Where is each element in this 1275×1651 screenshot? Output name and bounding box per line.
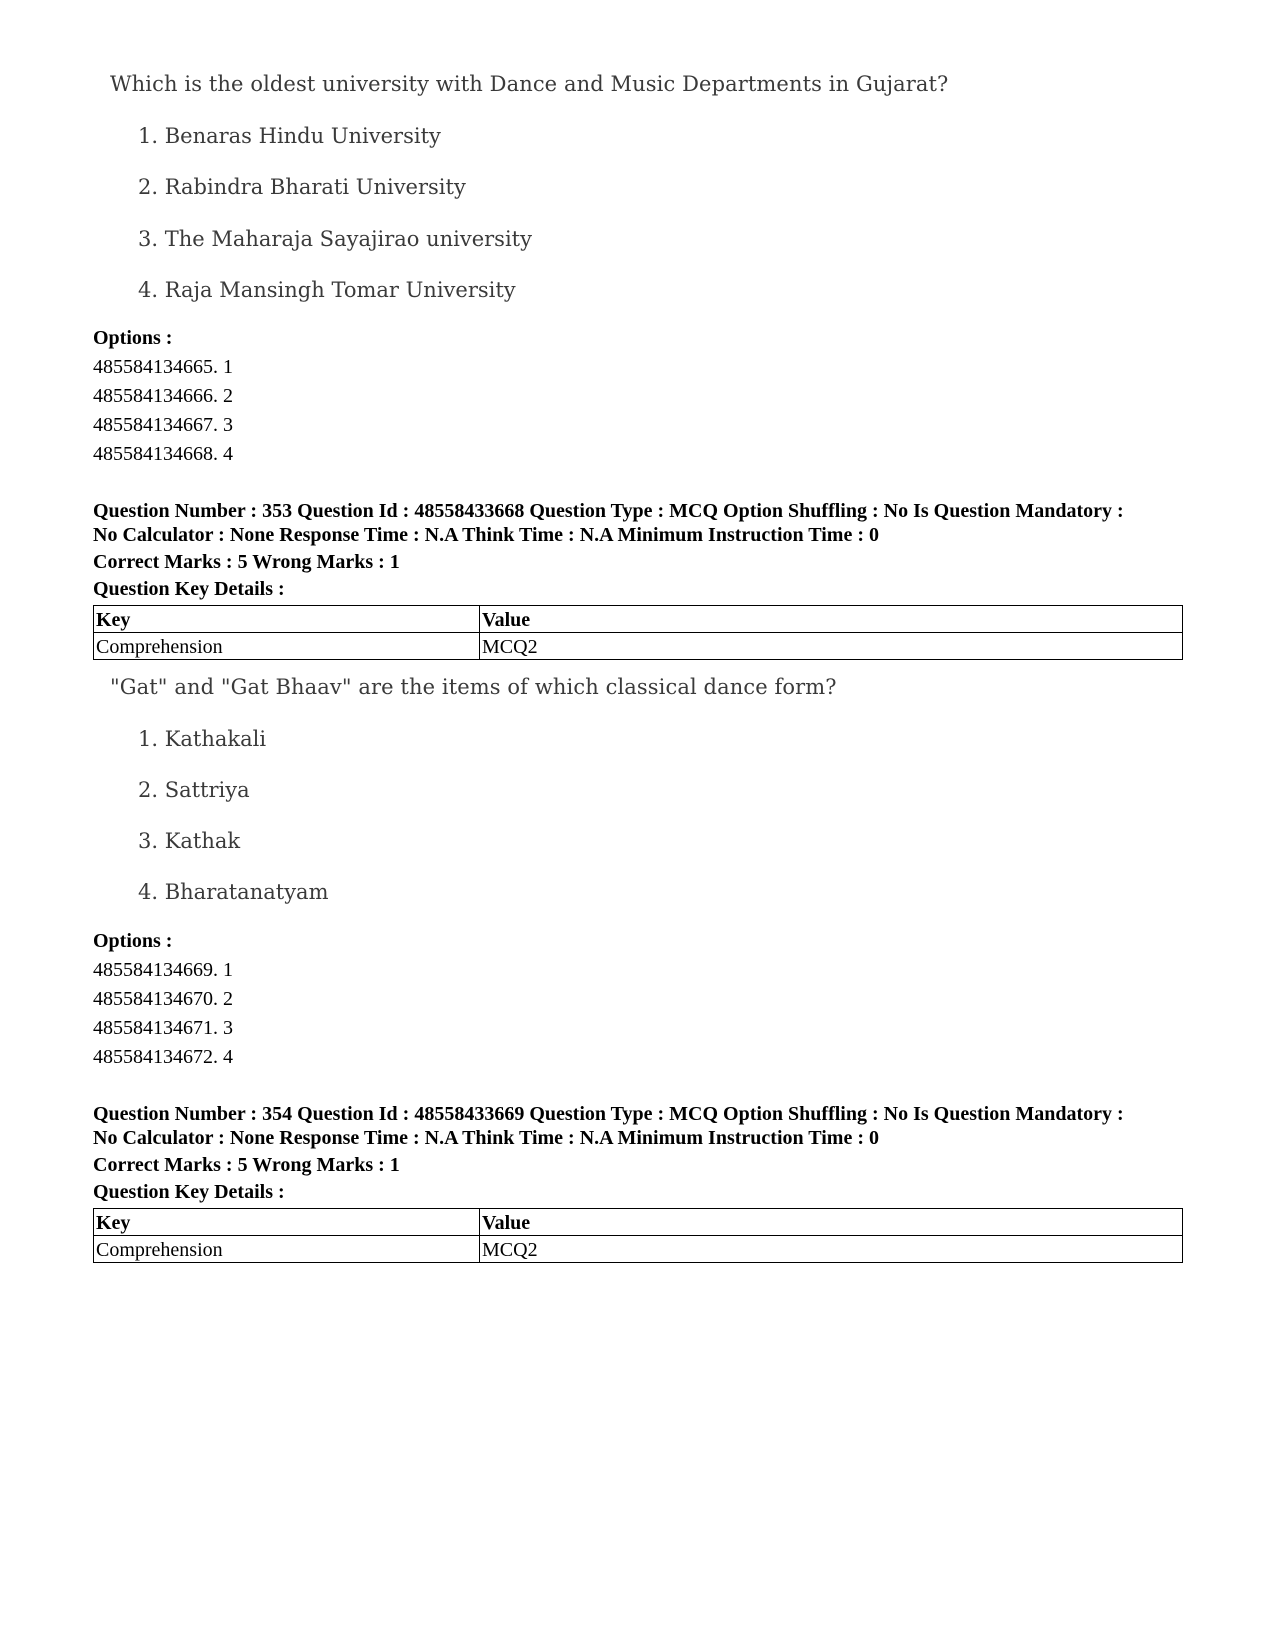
options-label: Options : — [93, 930, 173, 952]
option-line: 485584134672. 4 — [93, 1046, 233, 1068]
question-meta-line: No Calculator : None Response Time : N.A Think Time : N.A Minimum Instruction Time : 0 — [93, 524, 879, 546]
table-cell: MCQ2 — [480, 1236, 1183, 1263]
table-cell: Comprehension — [94, 633, 480, 660]
choice-item: 4. Bharatanatyam — [138, 880, 329, 904]
question-meta-line: Question Number : 353 Question Id : 48558433668 Question Type : MCQ Option Shuffling : No Is Question Mandatory : — [93, 500, 1124, 522]
option-line: 485584134671. 3 — [93, 1017, 233, 1039]
table-header-row — [94, 606, 1183, 633]
choice-item: 3. The Maharaja Sayajirao university — [138, 227, 532, 251]
option-line: 485584134670. 2 — [93, 988, 233, 1010]
table-cell: MCQ2 — [480, 633, 1183, 660]
choice-item: 3. Kathak — [138, 829, 241, 853]
table-row — [94, 1236, 1183, 1263]
question-image-1 — [110, 72, 949, 302]
choice-item: 2. Rabindra Bharati University — [138, 175, 466, 199]
choice-item: 1. Kathakali — [138, 727, 267, 751]
table-cell: Value — [480, 606, 1183, 633]
table-cell: Key — [94, 606, 480, 633]
key-details-label: Question Key Details : — [93, 578, 285, 600]
options-label: Options : — [93, 327, 173, 349]
table-cell: Key — [94, 1209, 480, 1236]
options-block-1 — [93, 326, 1183, 469]
option-line: 485584134669. 1 — [93, 959, 233, 981]
question-header-354 — [93, 1102, 1183, 1204]
question-key-table — [93, 605, 1183, 660]
question-stem: Which is the oldest university with Dance and Music Departments in Gujarat? — [110, 72, 949, 96]
table-row — [94, 633, 1183, 660]
options-block-2 — [93, 929, 1183, 1072]
question-stem: "Gat" and "Gat Bhaav" are the items of which classical dance form? — [110, 675, 837, 699]
table-header-row — [94, 1209, 1183, 1236]
marks-line: Correct Marks : 5 Wrong Marks : 1 — [93, 1154, 400, 1176]
choice-item: 4. Raja Mansingh Tomar University — [138, 278, 516, 302]
marks-line: Correct Marks : 5 Wrong Marks : 1 — [93, 551, 400, 573]
choice-item: 2. Sattriya — [138, 778, 250, 802]
table-cell: Value — [480, 1209, 1183, 1236]
choice-item: 1. Benaras Hindu University — [138, 124, 441, 148]
option-line: 485584134665. 1 — [93, 356, 233, 378]
option-line: 485584134668. 4 — [93, 443, 233, 465]
question-meta-line: No Calculator : None Response Time : N.A Think Time : N.A Minimum Instruction Time : 0 — [93, 1127, 879, 1149]
question-meta-line: Question Number : 354 Question Id : 48558433669 Question Type : MCQ Option Shuffling : No Is Question Mandatory : — [93, 1103, 1124, 1125]
table-cell: Comprehension — [94, 1236, 480, 1263]
question-header-353 — [93, 499, 1183, 601]
question-key-table — [93, 1208, 1183, 1263]
key-details-label: Question Key Details : — [93, 1181, 285, 1203]
option-line: 485584134666. 2 — [93, 385, 233, 407]
option-line: 485584134667. 3 — [93, 414, 233, 436]
question-image-2 — [110, 675, 837, 904]
